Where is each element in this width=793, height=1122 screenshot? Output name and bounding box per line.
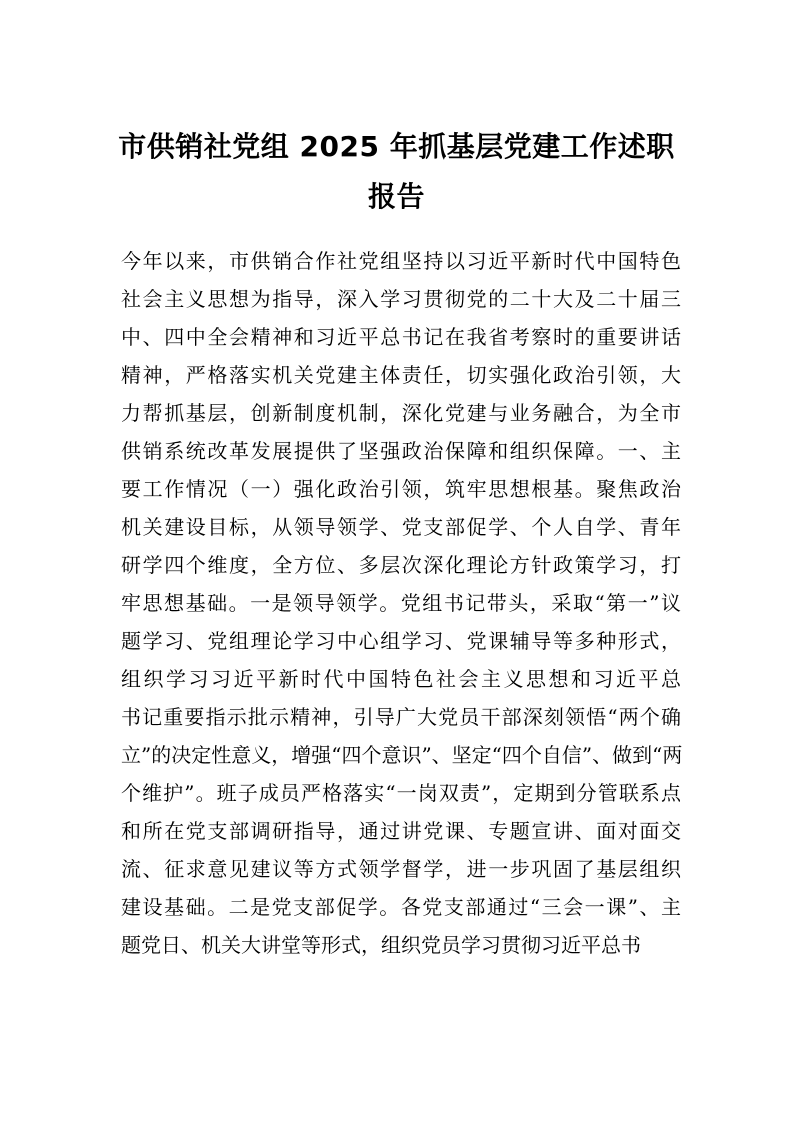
body-line: 题学习、党组理论学习中心组学习、党课辅导等多种形式， <box>121 629 681 653</box>
document-title <box>100 122 693 222</box>
body-line: 今年以来，市供销合作社党组坚持以习近平新时代中国特色 <box>121 249 681 273</box>
body-line: 精神，严格落实机关党建主体责任，切实强化政治引领，大 <box>121 363 681 387</box>
body-line: 要工作情况（一）强化政治引领，筑牢思想根基。聚焦政治 <box>121 477 681 501</box>
body-line: 个维护”。班子成员严格落实“一岗双责”，定期到分管联系点 <box>121 781 681 805</box>
body-line: 建设基础。二是党支部促学。各党支部通过“三会一课”、主 <box>121 895 681 919</box>
title-line-1: 市供销社党组 2025 年抓基层党建工作述职 <box>118 130 675 163</box>
title-line-2: 报告 <box>367 180 425 213</box>
body-line: 流、征求意见建议等方式领学督学，进一步巩固了基层组织 <box>121 857 681 881</box>
body-line: 组织学习习近平新时代中国特色社会主义思想和习近平总 <box>121 667 681 691</box>
body-line: 研学四个维度，全方位、多层次深化理论方针政策学习，打 <box>121 553 681 577</box>
body-line: 供销系统改革发展提供了坚强政治保障和组织保障。一、主 <box>121 439 681 463</box>
body-line: 和所在党支部调研指导，通过讲党课、专题宣讲、面对面交 <box>121 819 681 843</box>
body-line: 立”的决定性意义，增强“四个意识”、坚定“四个自信”、做到“两 <box>121 743 683 767</box>
body-line: 力帮抓基层，创新制度机制，深化党建与业务融合，为全市 <box>121 401 681 425</box>
body-line: 题党日、机关大讲堂等形式，组织党员学习贯彻习近平总书 <box>121 933 641 957</box>
body-line: 牢思想基础。一是领导领学。党组书记带头，采取“第一”议 <box>121 591 681 615</box>
document-body <box>121 242 681 964</box>
body-line: 社会主义思想为指导，深入学习贯彻党的二十大及二十届三 <box>121 287 681 311</box>
body-line: 书记重要指示批示精神，引导广大党员干部深刻领悟“两个确 <box>121 705 681 729</box>
body-line: 中、四中全会精神和习近平总书记在我省考察时的重要讲话 <box>121 325 681 349</box>
body-line: 机关建设目标，从领导领学、党支部促学、个人自学、青年 <box>121 515 681 539</box>
